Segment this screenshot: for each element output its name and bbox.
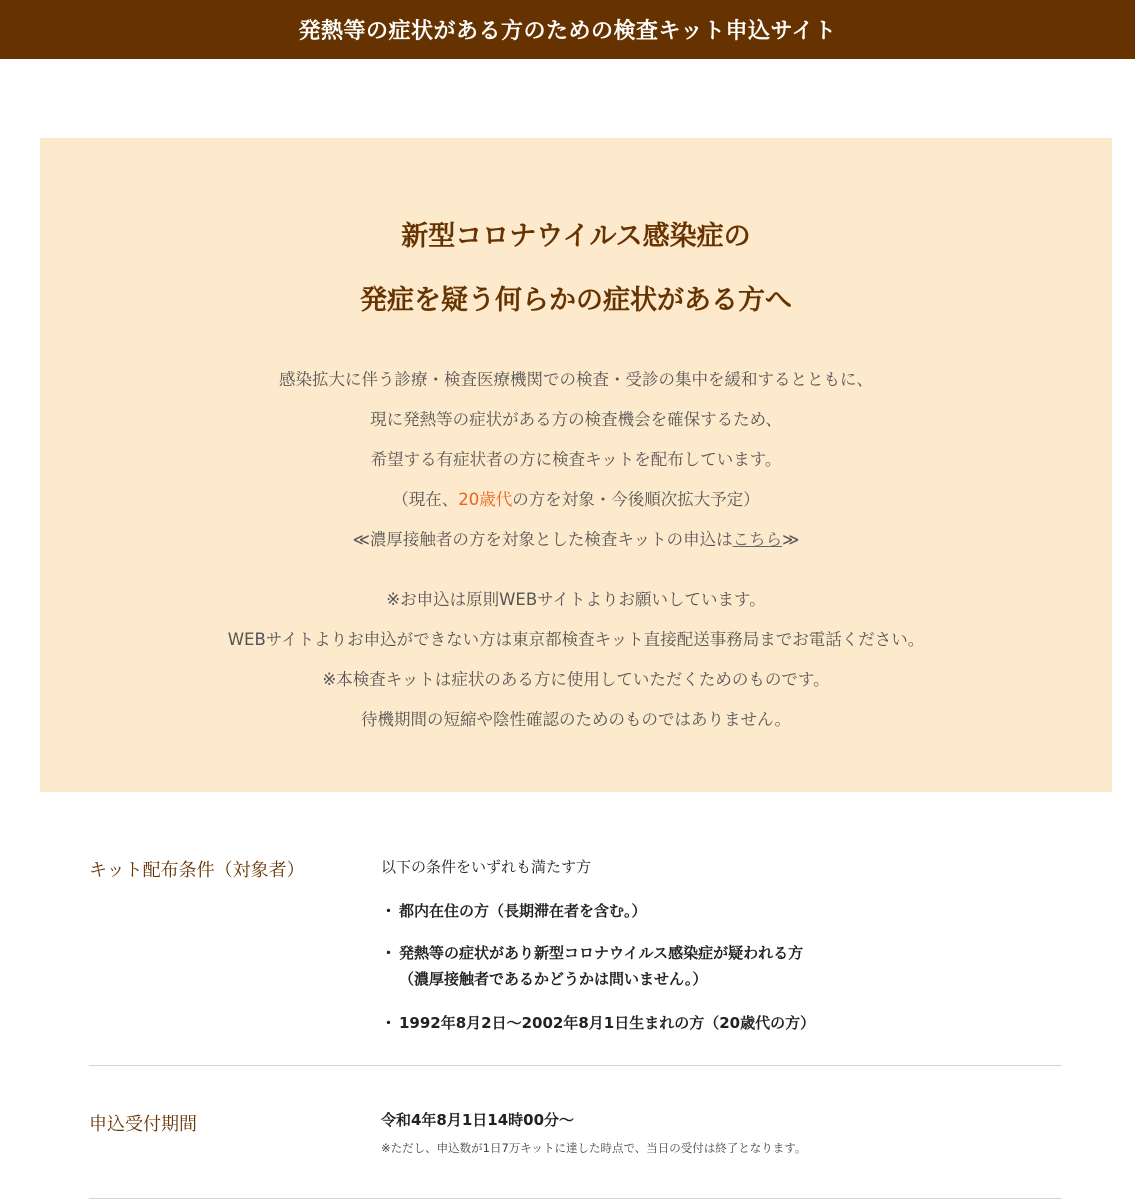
target-age-highlight: 20歳代 xyxy=(458,490,513,509)
condition-subtext: （濃厚接触者であるかどうかは問いません。） xyxy=(399,970,708,988)
hero-heading-line1: 新型コロナウイルス感染症の xyxy=(401,221,751,252)
condition-text: 都内在住の方（長期滞在者を含む。） xyxy=(399,902,647,920)
target-age-note xyxy=(40,486,1112,510)
target-age-suffix: の方を対象・今後順次拡大予定） xyxy=(512,490,760,509)
condition-text: 発熱等の症状があり新型コロナウイルス感染症が疑われる方 xyxy=(399,944,804,962)
site-title: 発熱等の症状がある方のための検査キット申込サイト xyxy=(298,19,837,44)
bullet-mark: ・ xyxy=(381,1014,397,1032)
period-label: 申込受付期間 xyxy=(89,1114,197,1135)
conditions-label: キット配布条件（対象者） xyxy=(89,860,305,881)
intro-text-1: 感染拡大に伴う診療・検査医療機関での検査・受診の集中を緩和するとともに、 xyxy=(279,370,873,389)
condition-item xyxy=(381,940,803,992)
intro-text-2: 現に発熱等の症状がある方の検査機会を確保するため、 xyxy=(370,410,782,429)
conditions-intro: 以下の条件をいずれも満たす方 xyxy=(381,858,592,876)
condition-item xyxy=(381,898,647,924)
section-divider xyxy=(89,1065,1062,1066)
kit-usage-note: ※本検査キットは症状のある方に使用していただくためのものです。 xyxy=(322,670,830,689)
bullet-mark: ・ xyxy=(381,902,397,920)
kit-usage-note-2: 待機期間の短縮や陰性確認のためのものではありません。 xyxy=(361,710,791,729)
section-divider xyxy=(89,1198,1062,1199)
close-contact-note xyxy=(40,526,1112,550)
close-contact-prefix: ≪濃厚接触者の方を対象とした検査キットの申込は xyxy=(352,530,733,549)
intro-panel xyxy=(40,138,1112,792)
condition-item xyxy=(381,1010,815,1036)
web-application-note: ※お申込は原則WEBサイトよりお願いしています。 xyxy=(386,590,766,609)
close-contact-suffix: ≫ xyxy=(782,530,800,549)
hero-heading-line2: 発症を疑う何らかの症状がある方へ xyxy=(360,285,792,316)
bullet-mark: ・ xyxy=(381,944,397,962)
target-age-prefix: （現在、 xyxy=(392,490,459,509)
intro-text-3: 希望する有症状者の方に検査キットを配布しています。 xyxy=(370,450,782,469)
site-header xyxy=(0,0,1135,59)
condition-text: 1992年8月2日～2002年8月1日生まれの方（20歳代の方） xyxy=(399,1014,816,1032)
period-note: ※ただし、申込数が1日7万キットに達した時点で、当日の受付は終了となります。 xyxy=(381,1141,807,1155)
close-contact-link[interactable]: こちら xyxy=(732,530,783,549)
phone-application-note: WEBサイトよりお申込ができない方は東京都検査キット直接配送事務局までお電話ください。 xyxy=(227,630,925,649)
period-value: 令和4年8月1日14時00分～ xyxy=(381,1111,575,1129)
